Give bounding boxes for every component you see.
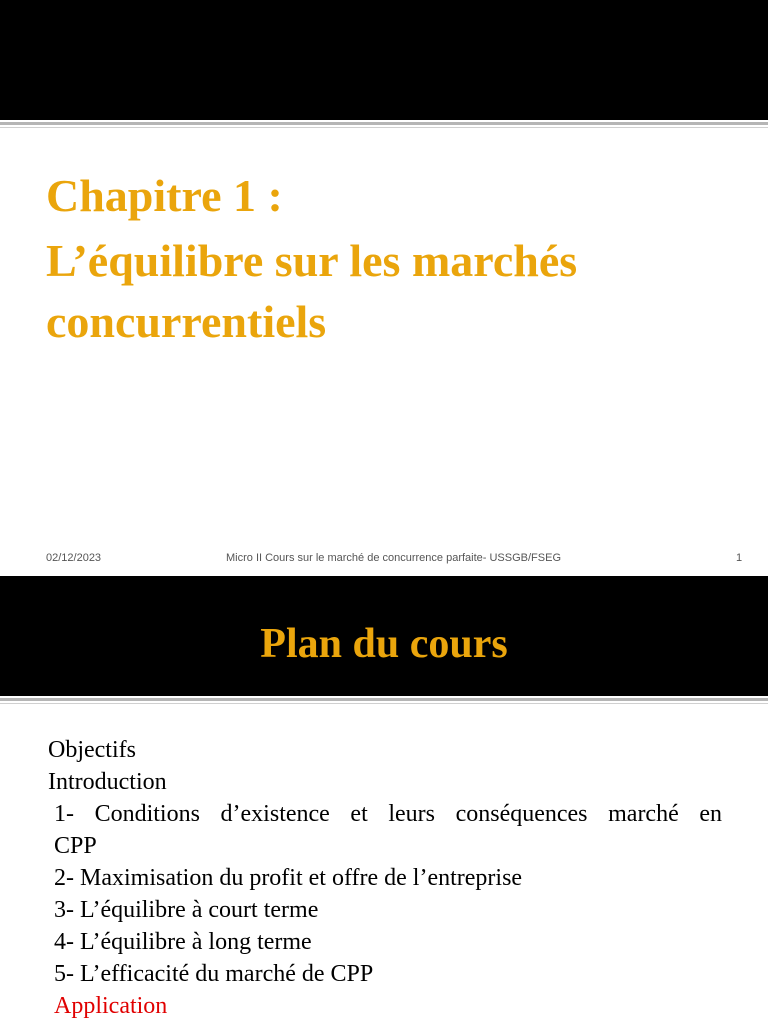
slide2-divider-thin (0, 703, 768, 704)
plan-item-3: 3- L’équilibre à court terme (54, 897, 319, 923)
plan-item-introduction: Introduction (48, 769, 167, 795)
slide1-footer-date: 02/12/2023 (46, 552, 102, 564)
plan-item-2: 2- Maximisation du profit et offre de l’entreprise (54, 865, 523, 891)
slide1-title-line3: concurrentiels (46, 296, 327, 347)
slide2-title: Plan du cours (260, 621, 508, 667)
plan-item-5: 5- L’efficacité du marché de CPP (54, 961, 374, 987)
plan-item-application: Application (54, 993, 168, 1019)
plan-item-1: 1- Conditions d’existence et leurs conséquences marché en (54, 801, 722, 827)
plan-item-objectifs: Objectifs (48, 737, 136, 763)
slide1-title-line2: L’équilibre sur les marchés (46, 235, 578, 286)
plan-item-4: 4- L’équilibre à long terme (54, 929, 312, 955)
slide2-divider (0, 698, 768, 701)
slide1-divider (0, 122, 768, 125)
slide1-header-band (0, 0, 768, 120)
slide1-footer-text: Micro II Cours sur le marché de concurrence parfaite- USSGB/FSEG (226, 552, 562, 564)
slide1-page-number: 1 (736, 552, 743, 564)
slide1-divider-thin (0, 127, 768, 128)
slide1-title-line1: Chapitre 1 : (46, 170, 283, 221)
plan-item-1-continued: CPP (54, 833, 97, 859)
